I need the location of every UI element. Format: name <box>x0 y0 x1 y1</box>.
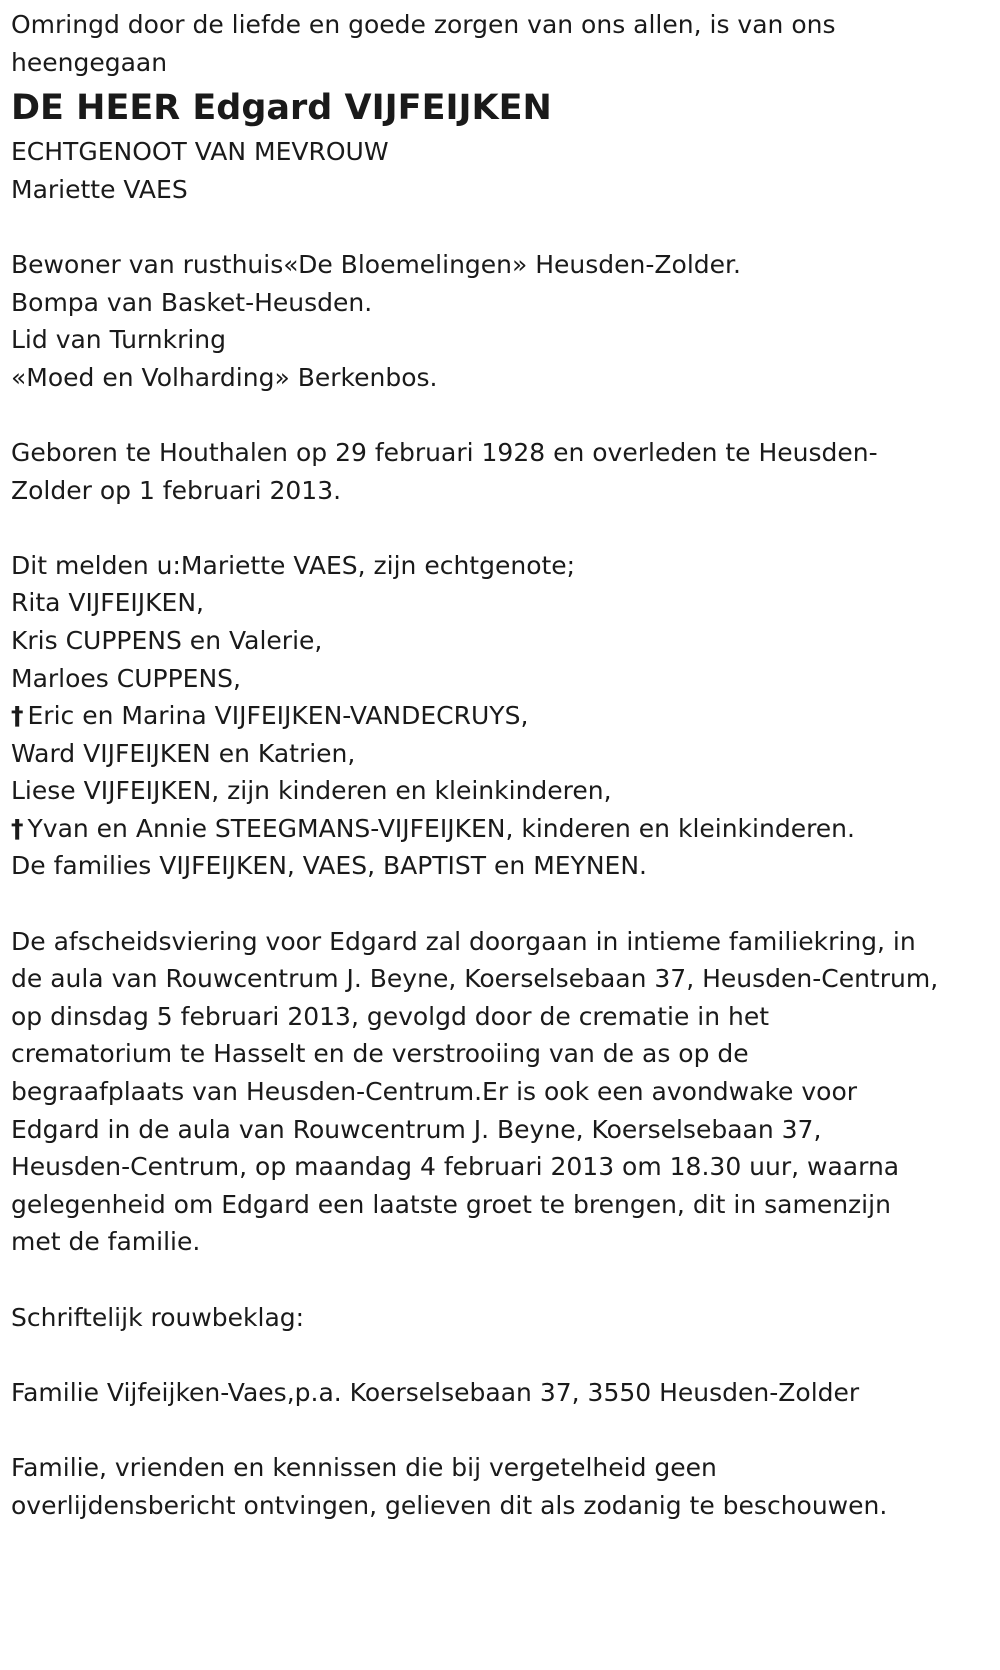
condolence-label: Schriftelijk rouwbeklag: <box>11 1302 305 1332</box>
family-line-text: Yvan en Annie STEEGMANS-VIJFEIJKEN, kinderen en kleinkinderen. <box>27 813 855 843</box>
closing-line: overlijdensbericht ontvingen, gelieven dit als zodanig te beschouwen. <box>11 1490 888 1520</box>
affiliation-line: Bompa van Basket-Heusden. <box>11 287 373 317</box>
spacer <box>11 509 1000 547</box>
birth-death-line: Geboren te Houthalen op 29 februari 1928 en overleden te Heusden- <box>11 437 878 467</box>
intro-line: heengegaan <box>11 47 168 77</box>
ceremony-line: De afscheidsviering voor Edgard zal doorgaan in intieme familiekring, in <box>11 926 916 956</box>
ceremony-line: de aula van Rouwcentrum J. Beyne, Koerselsebaan 37, Heusden-Centrum, <box>11 964 939 994</box>
closing-line: Familie, vrienden en kennissen die bij vergetelheid geen <box>11 1452 717 1482</box>
family-line: Ward VIJFEIJKEN en Katrien, <box>11 738 356 768</box>
family-line: Dit melden u:Mariette VAES, zijn echtgenote; <box>11 550 576 580</box>
intro-line: Omringd door de liefde en goede zorgen van ons allen, is van ons <box>11 10 836 39</box>
family-line-deceased <box>11 697 1000 735</box>
affiliation-line: Lid van Turnkring <box>11 325 227 355</box>
family-line-text: Eric en Marina VIJFEIJKEN-VANDECRUYS, <box>27 701 529 731</box>
ceremony-line: Edgard in de aula van Rouwcentrum J. Beyne, Koerselsebaan 37, <box>11 1114 822 1144</box>
birth-death-line: Zolder op 1 februari 2013. <box>11 475 342 505</box>
ceremony-line: begraafplaats van Heusden-Centrum.Er is ook een avondwake voor <box>11 1077 858 1107</box>
family-line: De families VIJFEIJKEN, VAES, BAPTIST en MEYNEN. <box>11 851 647 881</box>
spouse-line: ECHTGENOOT VAN MEVROUW <box>11 137 389 167</box>
cross-icon: † <box>11 701 24 731</box>
spacer <box>11 1261 1000 1299</box>
family-line: Liese VIJFEIJKEN, zijn kinderen en kleinkinderen, <box>11 776 612 806</box>
cross-icon: † <box>11 813 24 843</box>
spacer <box>11 1336 1000 1374</box>
ceremony-line: op dinsdag 5 februari 2013, gevolgd door de crematie in het <box>11 1001 770 1031</box>
ceremony-line: Heusden-Centrum, op maandag 4 februari 2013 om 18.30 uur, waarna <box>11 1152 900 1182</box>
condolence-address: Familie Vijfeijken-Vaes,p.a. Koerselsebaan 37, 3550 Heusden-Zolder <box>11 1377 860 1407</box>
spouse-line: Mariette VAES <box>11 174 188 204</box>
family-line: Marloes CUPPENS, <box>11 663 241 693</box>
spacer <box>11 1411 1000 1449</box>
ceremony-line: gelegenheid om Edgard een laatste groet te brengen, dit in samenzijn <box>11 1189 891 1219</box>
family-line-deceased <box>11 810 1000 848</box>
family-line: Kris CUPPENS en Valerie, <box>11 625 323 655</box>
ceremony-line: crematorium te Hasselt en de verstrooiing van de as op de <box>11 1039 749 1069</box>
spacer <box>11 885 1000 923</box>
deceased-name-title: DE HEER Edgard VIJFEIJKEN <box>11 88 552 129</box>
spacer <box>11 208 1000 246</box>
spacer <box>11 396 1000 434</box>
ceremony-line: met de familie. <box>11 1227 201 1257</box>
affiliation-line: «Moed en Volharding» Berkenbos. <box>11 362 438 392</box>
family-line: Rita VIJFEIJKEN, <box>11 588 204 618</box>
affiliation-line: Bewoner van rusthuis«De Bloemelingen» Heusden-Zolder. <box>11 249 741 279</box>
